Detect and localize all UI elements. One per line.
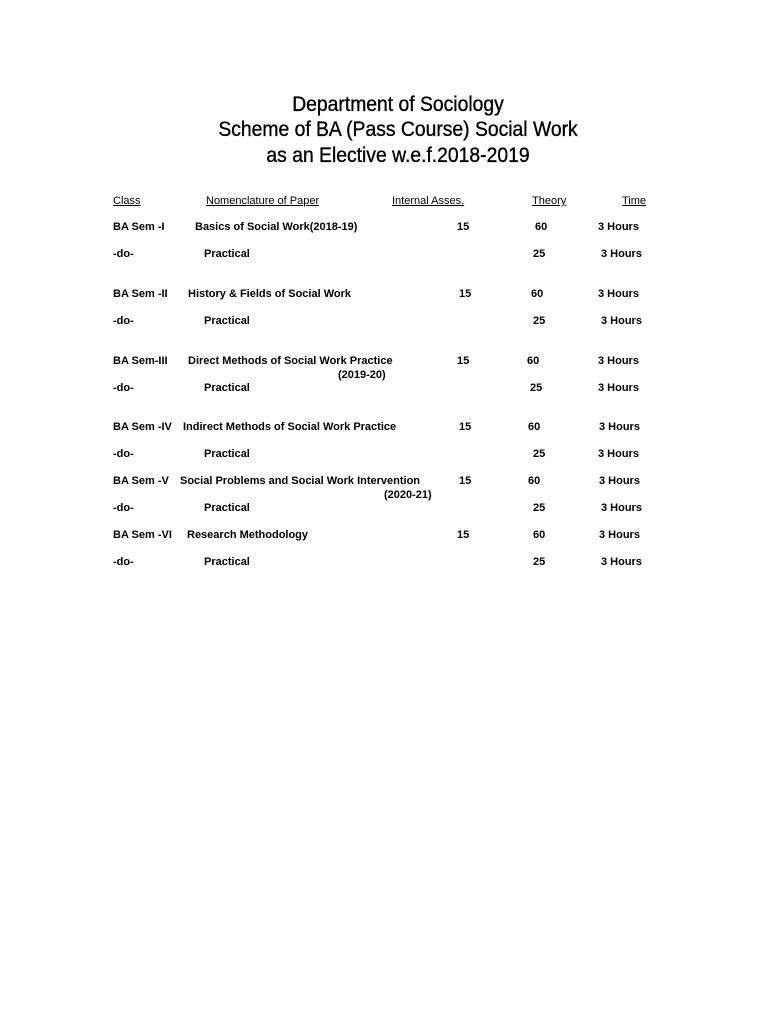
title-line-2: Scheme of BA (Pass Course) Social Work [218,118,578,141]
cell-class: BA Sem -VI [113,529,172,541]
cell-class: BA Sem-III [113,355,168,367]
title-line-3: as an Elective w.e.f.2018-2019 [266,144,530,167]
cell-theory: 60 [527,355,540,367]
cell-internal: 15 [457,221,470,233]
cell-paper: History & Fields of Social Work [188,288,351,300]
cell-theory: 25 [533,556,546,568]
cell-time: 3 Hours [598,382,639,394]
cell-class: BA Sem -II [113,288,168,300]
cell-theory: 60 [528,475,541,487]
cell-time: 3 Hours [601,315,642,327]
cell-theory: 25 [533,502,546,514]
cell-time: 3 Hours [599,529,640,541]
cell-time: 3 Hours [601,556,642,568]
cell-theory: 60 [535,221,548,233]
cell-time: 3 Hours [598,448,639,460]
cell-class: -do- [113,502,134,514]
cell-class: -do- [113,315,134,327]
cell-paper: Research Methodology [187,529,309,541]
header-theory: Theory [532,195,567,207]
cell-paper-year: (2020-21) [384,489,432,501]
cell-internal: 15 [457,355,470,367]
cell-time: 3 Hours [601,502,642,514]
cell-paper: Basics of Social Work(2018-19) [195,221,358,233]
cell-class: -do- [113,248,134,260]
cell-paper-year: (2019-20) [338,369,386,381]
cell-internal: 15 [459,421,472,433]
cell-theory: 25 [533,315,546,327]
cell-paper: Practical [204,382,250,394]
cell-paper: Practical [204,448,250,460]
cell-paper: Practical [204,502,250,514]
cell-time: 3 Hours [598,288,639,300]
cell-theory: 25 [533,448,546,460]
cell-class: BA Sem -IV [113,421,172,433]
cell-class: BA Sem -V [113,475,169,487]
cell-theory: 60 [528,421,541,433]
cell-paper: Direct Methods of Social Work Practice [188,355,393,367]
cell-paper: Social Problems and Social Work Intervention [180,475,421,487]
cell-time: 3 Hours [599,421,640,433]
header-internal: Internal Asses. [392,195,465,207]
cell-paper: Practical [204,248,250,260]
cell-internal: 15 [459,475,472,487]
cell-paper: Practical [204,556,250,568]
cell-class: -do- [113,382,134,394]
header-paper: Nomenclature of Paper [206,195,320,207]
cell-time: 3 Hours [599,475,640,487]
cell-time: 3 Hours [598,355,639,367]
cell-theory: 25 [533,248,546,260]
cell-time: 3 Hours [601,248,642,260]
header-time: Time [622,195,647,207]
cell-class: -do- [113,448,134,460]
cell-class: BA Sem -I [113,221,165,233]
cell-theory: 25 [530,382,543,394]
cell-internal: 15 [457,529,470,541]
title-line-1: Department of Sociology [292,93,504,116]
cell-time: 3 Hours [598,221,639,233]
header-class: Class [113,195,141,207]
cell-paper: Indirect Methods of Social Work Practice [183,421,397,433]
cell-theory: 60 [531,288,544,300]
cell-theory: 60 [533,529,546,541]
cell-paper: Practical [204,315,250,327]
cell-internal: 15 [459,288,472,300]
cell-class: -do- [113,556,134,568]
